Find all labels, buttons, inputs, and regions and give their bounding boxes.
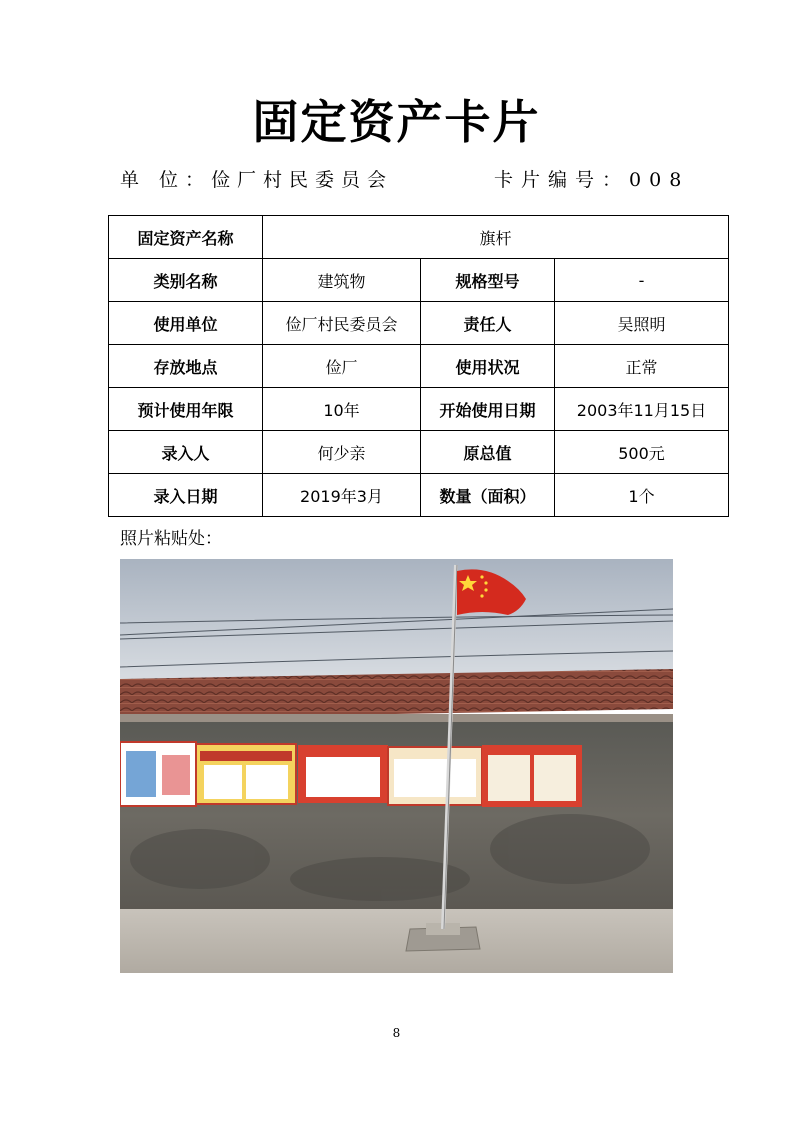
expected-life-label: 预计使用年限: [109, 388, 263, 431]
notice-boards: [120, 742, 582, 807]
category-label: 类别名称: [109, 259, 263, 302]
user-unit-label: 使用单位: [109, 302, 263, 345]
card-number-label: 卡片编号：: [494, 169, 630, 191]
expected-life-value: 10年: [263, 388, 421, 431]
unit-label: 单 位：: [120, 169, 212, 191]
asset-name-value: 旗杆: [263, 216, 729, 259]
table-row: [109, 388, 729, 431]
start-date-value: 2003年11月15日: [555, 388, 729, 431]
responsible-person-value: 吴照明: [555, 302, 729, 345]
responsible-person-label: 责任人: [421, 302, 555, 345]
quantity-value: 1个: [555, 474, 729, 517]
entry-date-label: 录入日期: [109, 474, 263, 517]
user-unit-value: 俭厂村民委员会: [263, 302, 421, 345]
table-row: [109, 431, 729, 474]
ground: [120, 909, 673, 973]
storage-location-label: 存放地点: [109, 345, 263, 388]
table-row: [109, 259, 729, 302]
unit-value: 俭厂村民委员会: [211, 169, 394, 191]
entered-by-label: 录入人: [109, 431, 263, 474]
asset-info-table: [108, 215, 729, 517]
roof-eave: [120, 714, 673, 722]
table-row: [109, 345, 729, 388]
table-row: [109, 302, 729, 345]
page-number: 8: [392, 1026, 401, 1040]
table-row: [109, 474, 729, 517]
flagpole-photo: [120, 559, 673, 973]
start-date-label: 开始使用日期: [421, 388, 555, 431]
storage-location-value: 俭厂: [263, 345, 421, 388]
entered-by-value: 何少亲: [263, 431, 421, 474]
usage-status-value: 正常: [555, 345, 729, 388]
category-value: 建筑物: [263, 259, 421, 302]
card-number-value: 008: [629, 169, 690, 191]
original-value-value: 500元: [555, 431, 729, 474]
table-row: [109, 216, 729, 259]
unit-line: [120, 166, 393, 194]
entry-date-value: 2019年3月: [263, 474, 421, 517]
card-number-line: [494, 166, 689, 194]
spec-model-label: 规格型号: [421, 259, 555, 302]
asset-name-label: 固定资产名称: [109, 216, 263, 259]
quantity-label: 数量（面积）: [421, 474, 555, 517]
usage-status-label: 使用状况: [421, 345, 555, 388]
photo-label: 照片粘贴处：: [120, 529, 222, 549]
document-title: 固定资产卡片: [252, 95, 541, 149]
original-value-label: 原总值: [421, 431, 555, 474]
spec-model-value: -: [555, 259, 729, 302]
